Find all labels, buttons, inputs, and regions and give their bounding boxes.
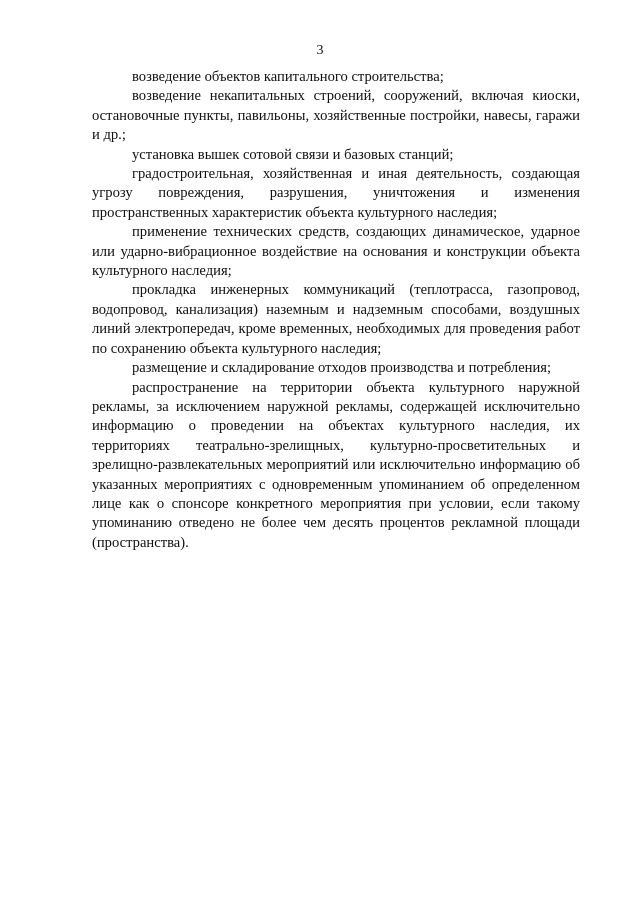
document-body	[92, 68, 580, 553]
paragraph-5: применение технических средств, создающих динамическое, ударное или ударно-вибрационное воздействие на основания и конструкции объекта культурного наследия;	[92, 224, 580, 280]
paragraph-7: размещение и складирование отходов производства и потребления;	[132, 360, 552, 377]
paragraph-3: установка вышек сотовой связи и базовых станций;	[132, 146, 454, 163]
paragraph-1: возведение объектов капитального строительства;	[132, 69, 444, 85]
paragraph-6: прокладка инженерных коммуникаций (теплотрасса, газопровод, водопровод, канализация) наземным и надземным способами, воздушных линий электропередач, кроме временных, необходимых для проведения работ по сохранению объекта культурного наследия;	[92, 282, 580, 357]
paragraph-2: возведение некапитальных строений, сооружений, включая киоски, остановочные пункты, павильоны, хозяйственные постройки, навесы, гаражи и др.;	[92, 88, 580, 144]
paragraph-4: градостроительная, хозяйственная и иная деятельность, создающая угрозу повреждения, разрушения, уничтожения и изменения пространственных характеристик объекта культурного наследия;	[92, 166, 580, 221]
paragraph-8: распространение на территории объекта культурного наружной рекламы, за исключением наружной рекламы, содержащей исключительно информацию о проведении на объектах культурного наследия, их территориях театрально-зрелищных, культурно-просветительных и зрелищно-развлекательных мероприятий или исключительно информацию об указанных мероприятиях с одновременным упоминанием об определенном лице как о спонсоре конкретного мероприятия при условии, если такому упоминанию отведено не более чем десять процентов рекламной площади (пространства).	[92, 379, 580, 551]
page-number: 3	[316, 43, 324, 58]
